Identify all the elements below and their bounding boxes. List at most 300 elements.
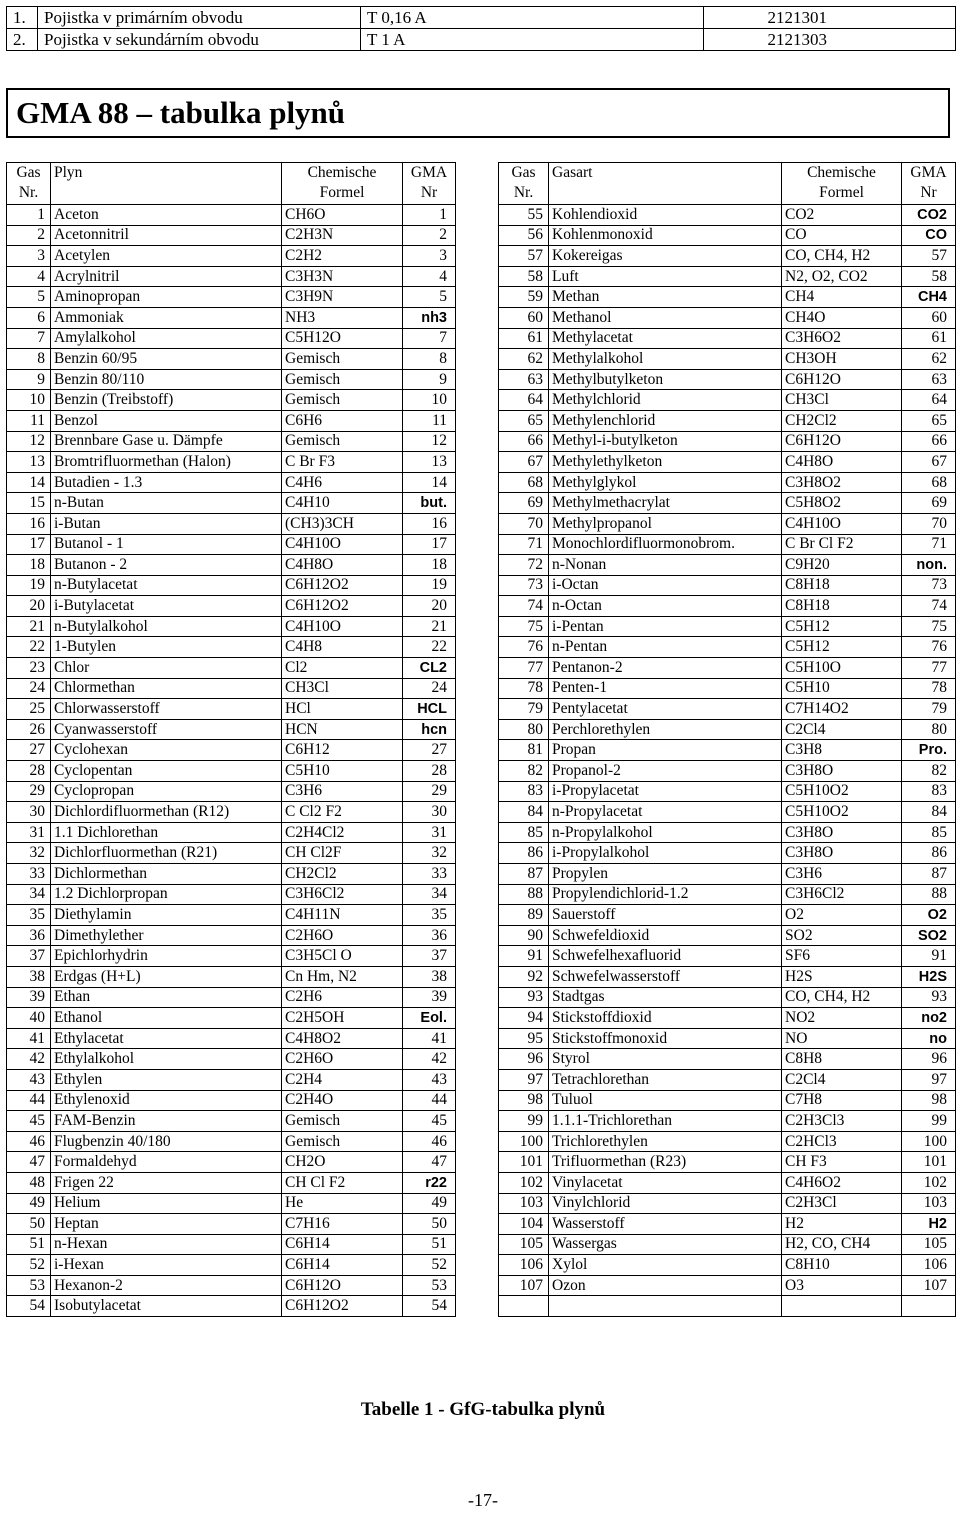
table-row — [7, 761, 456, 782]
formula-cell: He — [282, 1193, 403, 1214]
gas-number-cell: 105 — [499, 1234, 549, 1255]
formula-cell: H2 — [782, 1214, 902, 1235]
gas-number-cell: 55 — [499, 205, 549, 226]
table-row — [7, 1255, 456, 1276]
gas-number-cell: 30 — [7, 802, 51, 823]
gas-name-cell: n-Propylacetat — [549, 802, 782, 823]
gas-number-cell: 79 — [499, 699, 549, 720]
table-row — [499, 1069, 956, 1090]
gas-number-cell: 29 — [7, 781, 51, 802]
table-row — [7, 719, 456, 740]
gma-number-cell: 37 — [403, 946, 456, 967]
table-row — [7, 390, 456, 411]
table-row — [7, 1028, 456, 1049]
gma-number-cell: 66 — [902, 431, 956, 452]
formula-cell: C5H8O2 — [782, 493, 902, 514]
gas-name-cell: Benzin 80/110 — [51, 369, 282, 390]
gas-name-cell: Benzin (Treibstoff) — [51, 390, 282, 411]
gas-number-cell: 1 — [7, 205, 51, 226]
gas-number-cell: 44 — [7, 1090, 51, 1111]
formula-cell: C6H12O2 — [282, 575, 403, 596]
header-gma-nr-line2: Nr — [420, 184, 438, 201]
formula-cell: C5H10 — [282, 761, 403, 782]
table-row — [499, 719, 956, 740]
table-row — [7, 925, 456, 946]
gas-number-cell: 62 — [499, 349, 549, 370]
formula-cell: CH Cl2F — [282, 843, 403, 864]
table-row — [499, 472, 956, 493]
gma-number-cell: 3 — [403, 246, 456, 267]
gma-number-cell: 32 — [403, 843, 456, 864]
gma-number-cell: 21 — [403, 616, 456, 637]
gas-name-cell: Luft — [549, 266, 782, 287]
table-row — [7, 287, 456, 308]
table-row — [7, 596, 456, 617]
formula-cell: CH4 — [782, 287, 902, 308]
gas-name-cell: Schwefelwasserstoff — [549, 966, 782, 987]
formula-cell: C4H8 — [282, 637, 403, 658]
formula-cell: C6H12O2 — [282, 596, 403, 617]
gma-number-cell: HCL — [403, 699, 456, 720]
gma-number-cell: 80 — [902, 719, 956, 740]
gma-number-cell: 85 — [902, 822, 956, 843]
gas-name-cell: Dimethylether — [51, 925, 282, 946]
fuse-item-number: 2. — [7, 29, 38, 51]
gas-number-cell: 100 — [499, 1131, 549, 1152]
gma-number-cell: 62 — [902, 349, 956, 370]
formula-cell: HCN — [282, 719, 403, 740]
gas-name-cell: Xylol — [549, 1255, 782, 1276]
table-row — [7, 1090, 456, 1111]
gas-number-cell: 61 — [499, 328, 549, 349]
gas-name-cell: Methylethylketon — [549, 452, 782, 473]
gas-number-cell: 81 — [499, 740, 549, 761]
formula-cell: C6H12O — [782, 431, 902, 452]
gma-number-cell: 10 — [403, 390, 456, 411]
formula-cell: H2, CO, CH4 — [782, 1234, 902, 1255]
header-formula — [782, 163, 902, 205]
gas-number-cell: 9 — [7, 369, 51, 390]
table-row — [7, 781, 456, 802]
gma-number-cell: 29 — [403, 781, 456, 802]
gas-name-cell: n-Pentan — [549, 637, 782, 658]
table-row — [499, 1131, 956, 1152]
gas-number-cell: 47 — [7, 1152, 51, 1173]
header-formula-line1: Chemische — [307, 164, 377, 181]
gas-name-cell: Pentanon-2 — [549, 658, 782, 679]
gas-name-cell: Kokereigas — [549, 246, 782, 267]
gas-name-cell: Methan — [549, 287, 782, 308]
gma-number-cell: 99 — [902, 1111, 956, 1132]
gas-name-cell: Dichlormethan — [51, 864, 282, 885]
gas-name-cell: i-Propylacetat — [549, 781, 782, 802]
gas-number-cell: 54 — [7, 1296, 51, 1317]
gas-number-cell: 94 — [499, 1008, 549, 1029]
gas-number-cell: 18 — [7, 555, 51, 576]
table-row — [7, 349, 456, 370]
formula-cell: C8H8 — [782, 1049, 902, 1070]
gma-number-cell: 65 — [902, 410, 956, 431]
gas-number-cell: 63 — [499, 369, 549, 390]
gas-number-cell: 103 — [499, 1193, 549, 1214]
gma-number-cell: 45 — [403, 1111, 456, 1132]
gas-name-cell: Stickstoffdioxid — [549, 1008, 782, 1029]
header-formula-line1: Chemische — [807, 164, 876, 181]
formula-cell: Gemisch — [282, 349, 403, 370]
gas-name-cell: Butanon - 2 — [51, 555, 282, 576]
formula-cell: C2H5OH — [282, 1008, 403, 1029]
table-row — [7, 452, 456, 473]
fuse-item-code: 2121303 — [704, 29, 956, 51]
table-row — [7, 307, 456, 328]
table-row — [7, 472, 456, 493]
table-row — [499, 1275, 956, 1296]
formula-cell: C2H6O — [282, 1049, 403, 1070]
gas-number-cell: 2 — [7, 225, 51, 246]
gas-number-cell: 75 — [499, 616, 549, 637]
gas-name-cell: n-Butylalkohol — [51, 616, 282, 637]
formula-cell: C2H4 — [282, 1069, 403, 1090]
table-row — [7, 658, 456, 679]
gas-name-cell: Chlormethan — [51, 678, 282, 699]
gma-number-cell: 86 — [902, 843, 956, 864]
formula-cell: CH2Cl2 — [782, 410, 902, 431]
gma-number-cell: 103 — [902, 1193, 956, 1214]
table-row — [7, 905, 456, 926]
gma-number-cell: 43 — [403, 1069, 456, 1090]
gas-name-cell: Epichlorhydrin — [51, 946, 282, 967]
formula-cell — [782, 1296, 902, 1317]
gas-name-cell: Hexanon-2 — [51, 1275, 282, 1296]
table-row — [499, 1111, 956, 1132]
gma-number-cell: 57 — [902, 246, 956, 267]
formula-cell: C2H3N — [282, 225, 403, 246]
gma-number-cell: 83 — [902, 781, 956, 802]
formula-cell: C8H18 — [782, 596, 902, 617]
table-row — [7, 740, 456, 761]
formula-cell: Gemisch — [282, 369, 403, 390]
header-gas-name: Gasart — [549, 163, 782, 205]
table-row — [499, 246, 956, 267]
formula-cell: C2Cl4 — [782, 719, 902, 740]
gas-number-cell: 36 — [7, 925, 51, 946]
gas-name-cell: Butadien - 1.3 — [51, 472, 282, 493]
formula-cell: N2, O2, CO2 — [782, 266, 902, 287]
fuse-table — [6, 6, 956, 51]
gma-number-cell: 18 — [403, 555, 456, 576]
header-formula-line2: Formel — [819, 184, 864, 201]
gas-number-cell: 24 — [7, 678, 51, 699]
formula-cell: C Br F3 — [282, 452, 403, 473]
table-row — [7, 431, 456, 452]
formula-cell: C3H8O — [782, 761, 902, 782]
table-row — [499, 452, 956, 473]
gas-number-cell: 38 — [7, 966, 51, 987]
table-row — [499, 843, 956, 864]
formula-cell: NO — [782, 1028, 902, 1049]
formula-cell: H2S — [782, 966, 902, 987]
gas-number-cell: 86 — [499, 843, 549, 864]
table-row — [499, 555, 956, 576]
table-row — [7, 1172, 456, 1193]
table-row — [7, 616, 456, 637]
formula-cell: C6H12 — [282, 740, 403, 761]
gma-number-cell: 11 — [403, 410, 456, 431]
table-row — [7, 246, 456, 267]
gas-number-cell: 71 — [499, 534, 549, 555]
gma-number-cell: 14 — [403, 472, 456, 493]
table-row — [499, 431, 956, 452]
table-row — [7, 1111, 456, 1132]
gas-name-cell: Cyclohexan — [51, 740, 282, 761]
formula-cell: C3H8O — [782, 822, 902, 843]
gas-name-cell: 1-Butylen — [51, 637, 282, 658]
header-gas-nr — [7, 163, 51, 205]
table-row — [499, 864, 956, 885]
gas-name-cell: Methylpropanol — [549, 513, 782, 534]
gas-number-cell: 49 — [7, 1193, 51, 1214]
fuse-item-number: 1. — [7, 7, 38, 29]
formula-cell: HCl — [282, 699, 403, 720]
formula-cell: CO, CH4, H2 — [782, 246, 902, 267]
formula-cell: CH F3 — [782, 1152, 902, 1173]
formula-cell: O2 — [782, 905, 902, 926]
gma-number-cell: CO — [902, 225, 956, 246]
table-row — [7, 369, 456, 390]
gma-number-cell: 82 — [902, 761, 956, 782]
table-row — [499, 884, 956, 905]
gas-name-cell: Methylalkohol — [549, 349, 782, 370]
gma-number-cell: 12 — [403, 431, 456, 452]
table-row — [499, 761, 956, 782]
table-row — [7, 513, 456, 534]
table-row — [7, 1131, 456, 1152]
table-row — [7, 1193, 456, 1214]
gas-name-cell: Methyl-i-butylketon — [549, 431, 782, 452]
gas-number-cell: 42 — [7, 1049, 51, 1070]
gas-number-cell: 45 — [7, 1111, 51, 1132]
gas-name-cell: Stadtgas — [549, 987, 782, 1008]
page-number: -17- — [468, 1490, 498, 1510]
fuse-row — [7, 7, 956, 29]
gas-name-cell: Pentylacetat — [549, 699, 782, 720]
formula-cell: CO, CH4, H2 — [782, 987, 902, 1008]
gma-number-cell: 46 — [403, 1131, 456, 1152]
table-row — [7, 205, 456, 226]
gas-number-cell: 31 — [7, 822, 51, 843]
gma-number-cell: 101 — [902, 1152, 956, 1173]
gma-number-cell — [902, 1296, 956, 1317]
gas-number-cell: 90 — [499, 925, 549, 946]
table-row — [499, 307, 956, 328]
table-row — [499, 369, 956, 390]
gas-number-cell: 98 — [499, 1090, 549, 1111]
gma-number-cell: 9 — [403, 369, 456, 390]
gas-number-cell: 6 — [7, 307, 51, 328]
table-row — [499, 678, 956, 699]
table-row — [499, 266, 956, 287]
table-row — [499, 1152, 956, 1173]
gas-number-cell: 37 — [7, 946, 51, 967]
header-gas-nr-line2: Nr. — [18, 184, 39, 201]
gas-name-cell: Butanol - 1 — [51, 534, 282, 555]
formula-cell: C6H14 — [282, 1255, 403, 1276]
page-title: GMA 88 – tabulka plynů — [16, 95, 346, 130]
header-gma-nr — [902, 163, 956, 205]
formula-cell: SF6 — [782, 946, 902, 967]
gma-number-cell: hcn — [403, 719, 456, 740]
gma-number-cell: O2 — [902, 905, 956, 926]
gas-number-cell: 41 — [7, 1028, 51, 1049]
table-row — [499, 205, 956, 226]
gma-number-cell: 24 — [403, 678, 456, 699]
gas-name-cell: Vinylchlorid — [549, 1193, 782, 1214]
gma-number-cell: 64 — [902, 390, 956, 411]
header-row — [7, 163, 456, 205]
gma-number-cell: 69 — [902, 493, 956, 514]
formula-cell: Cl2 — [282, 658, 403, 679]
gas-number-cell: 39 — [7, 987, 51, 1008]
formula-cell: C3H5Cl O — [282, 946, 403, 967]
formula-cell: C8H18 — [782, 575, 902, 596]
formula-cell: C Cl2 F2 — [282, 802, 403, 823]
formula-cell: CO2 — [782, 205, 902, 226]
formula-cell: C4H10 — [282, 493, 403, 514]
gas-number-cell: 97 — [499, 1069, 549, 1090]
table-row — [7, 966, 456, 987]
table-row — [7, 410, 456, 431]
gma-number-cell: 17 — [403, 534, 456, 555]
formula-cell: C2H6 — [282, 987, 403, 1008]
table-row — [499, 534, 956, 555]
gas-name-cell: Formaldehyd — [51, 1152, 282, 1173]
gas-name-cell: n-Butylacetat — [51, 575, 282, 596]
gas-name-cell: Ethanol — [51, 1008, 282, 1029]
gas-name-cell: Benzol — [51, 410, 282, 431]
table-row — [7, 555, 456, 576]
formula-cell: C5H10O2 — [782, 802, 902, 823]
gas-number-cell: 102 — [499, 1172, 549, 1193]
gas-number-cell: 4 — [7, 266, 51, 287]
formula-cell: C5H10 — [782, 678, 902, 699]
fuse-item-rating: T 0,16 A — [361, 7, 704, 29]
gas-table-right — [498, 162, 956, 1317]
gas-name-cell: Cyclopentan — [51, 761, 282, 782]
gas-number-cell: 104 — [499, 1214, 549, 1235]
gas-number-cell: 78 — [499, 678, 549, 699]
header-gma-nr — [403, 163, 456, 205]
table-row — [499, 740, 956, 761]
gma-number-cell: 60 — [902, 307, 956, 328]
gas-number-cell: 101 — [499, 1152, 549, 1173]
table-row — [7, 1214, 456, 1235]
formula-cell: C6H12O2 — [282, 1296, 403, 1317]
gas-number-cell: 8 — [7, 349, 51, 370]
table-row — [7, 987, 456, 1008]
gas-name-cell: FAM-Benzin — [51, 1111, 282, 1132]
gas-name-cell: Cyanwasserstoff — [51, 719, 282, 740]
formula-cell: CH6O — [282, 205, 403, 226]
gas-name-cell: Ozon — [549, 1275, 782, 1296]
gas-number-cell: 43 — [7, 1069, 51, 1090]
header-gas-nr-line2: Nr. — [513, 184, 534, 201]
gas-name-cell: Wasserstoff — [549, 1214, 782, 1235]
table-row — [499, 1028, 956, 1049]
gas-number-cell: 23 — [7, 658, 51, 679]
formula-cell: O3 — [782, 1275, 902, 1296]
table-row — [7, 699, 456, 720]
gas-number-cell: 28 — [7, 761, 51, 782]
gas-name-cell: Methylenchlorid — [549, 410, 782, 431]
formula-cell: C2H3Cl3 — [782, 1111, 902, 1132]
table-row — [499, 1008, 956, 1029]
gas-number-cell: 50 — [7, 1214, 51, 1235]
gma-number-cell: Eol. — [403, 1008, 456, 1029]
table-row — [499, 596, 956, 617]
formula-cell: C3H6O2 — [782, 328, 902, 349]
formula-cell: CH2Cl2 — [282, 864, 403, 885]
gma-number-cell: 53 — [403, 1275, 456, 1296]
table-row — [499, 349, 956, 370]
formula-cell: C3H6Cl2 — [782, 884, 902, 905]
gas-number-cell: 12 — [7, 431, 51, 452]
gas-name-cell: n-Hexan — [51, 1234, 282, 1255]
gas-name-cell: Kohlenmonoxid — [549, 225, 782, 246]
gas-name-cell: Amylalkohol — [51, 328, 282, 349]
gma-number-cell: 88 — [902, 884, 956, 905]
gas-number-cell: 84 — [499, 802, 549, 823]
gas-name-cell: Acetonnitril — [51, 225, 282, 246]
gas-name-cell: Methylacetat — [549, 328, 782, 349]
gma-number-cell: 27 — [403, 740, 456, 761]
formula-cell: C Br Cl F2 — [782, 534, 902, 555]
formula-cell: CH3Cl — [282, 678, 403, 699]
gma-number-cell: 1 — [403, 205, 456, 226]
gas-name-cell: Stickstoffmonoxid — [549, 1028, 782, 1049]
gas-table-right-header — [499, 163, 956, 205]
gas-name-cell: n-Octan — [549, 596, 782, 617]
header-formula-line2: Formel — [319, 184, 365, 201]
gas-number-cell: 57 — [499, 246, 549, 267]
gas-name-cell: n-Propylalkohol — [549, 822, 782, 843]
gas-name-cell: Ethylacetat — [51, 1028, 282, 1049]
gas-name-cell: Aminopropan — [51, 287, 282, 308]
gma-number-cell: 70 — [902, 513, 956, 534]
gma-number-cell: 30 — [403, 802, 456, 823]
gma-number-cell: 91 — [902, 946, 956, 967]
gma-number-cell: 4 — [403, 266, 456, 287]
gma-number-cell: 105 — [902, 1234, 956, 1255]
gas-number-cell: 77 — [499, 658, 549, 679]
gas-name-cell: n-Nonan — [549, 555, 782, 576]
table-row — [7, 864, 456, 885]
table-row — [499, 1234, 956, 1255]
gma-number-cell: 33 — [403, 864, 456, 885]
header-gas-nr-line1: Gas — [16, 164, 41, 181]
gas-number-cell: 66 — [499, 431, 549, 452]
gma-number-cell: 20 — [403, 596, 456, 617]
formula-cell: Gemisch — [282, 1131, 403, 1152]
gas-number-cell: 26 — [7, 719, 51, 740]
header-gas-nr — [499, 163, 549, 205]
gas-name-cell: Methanol — [549, 307, 782, 328]
table-row — [499, 946, 956, 967]
gas-number-cell: 14 — [7, 472, 51, 493]
formula-cell: C4H10O — [282, 616, 403, 637]
gas-name-cell: Ethylenoxid — [51, 1090, 282, 1111]
gma-number-cell: 75 — [902, 616, 956, 637]
table-row — [7, 575, 456, 596]
